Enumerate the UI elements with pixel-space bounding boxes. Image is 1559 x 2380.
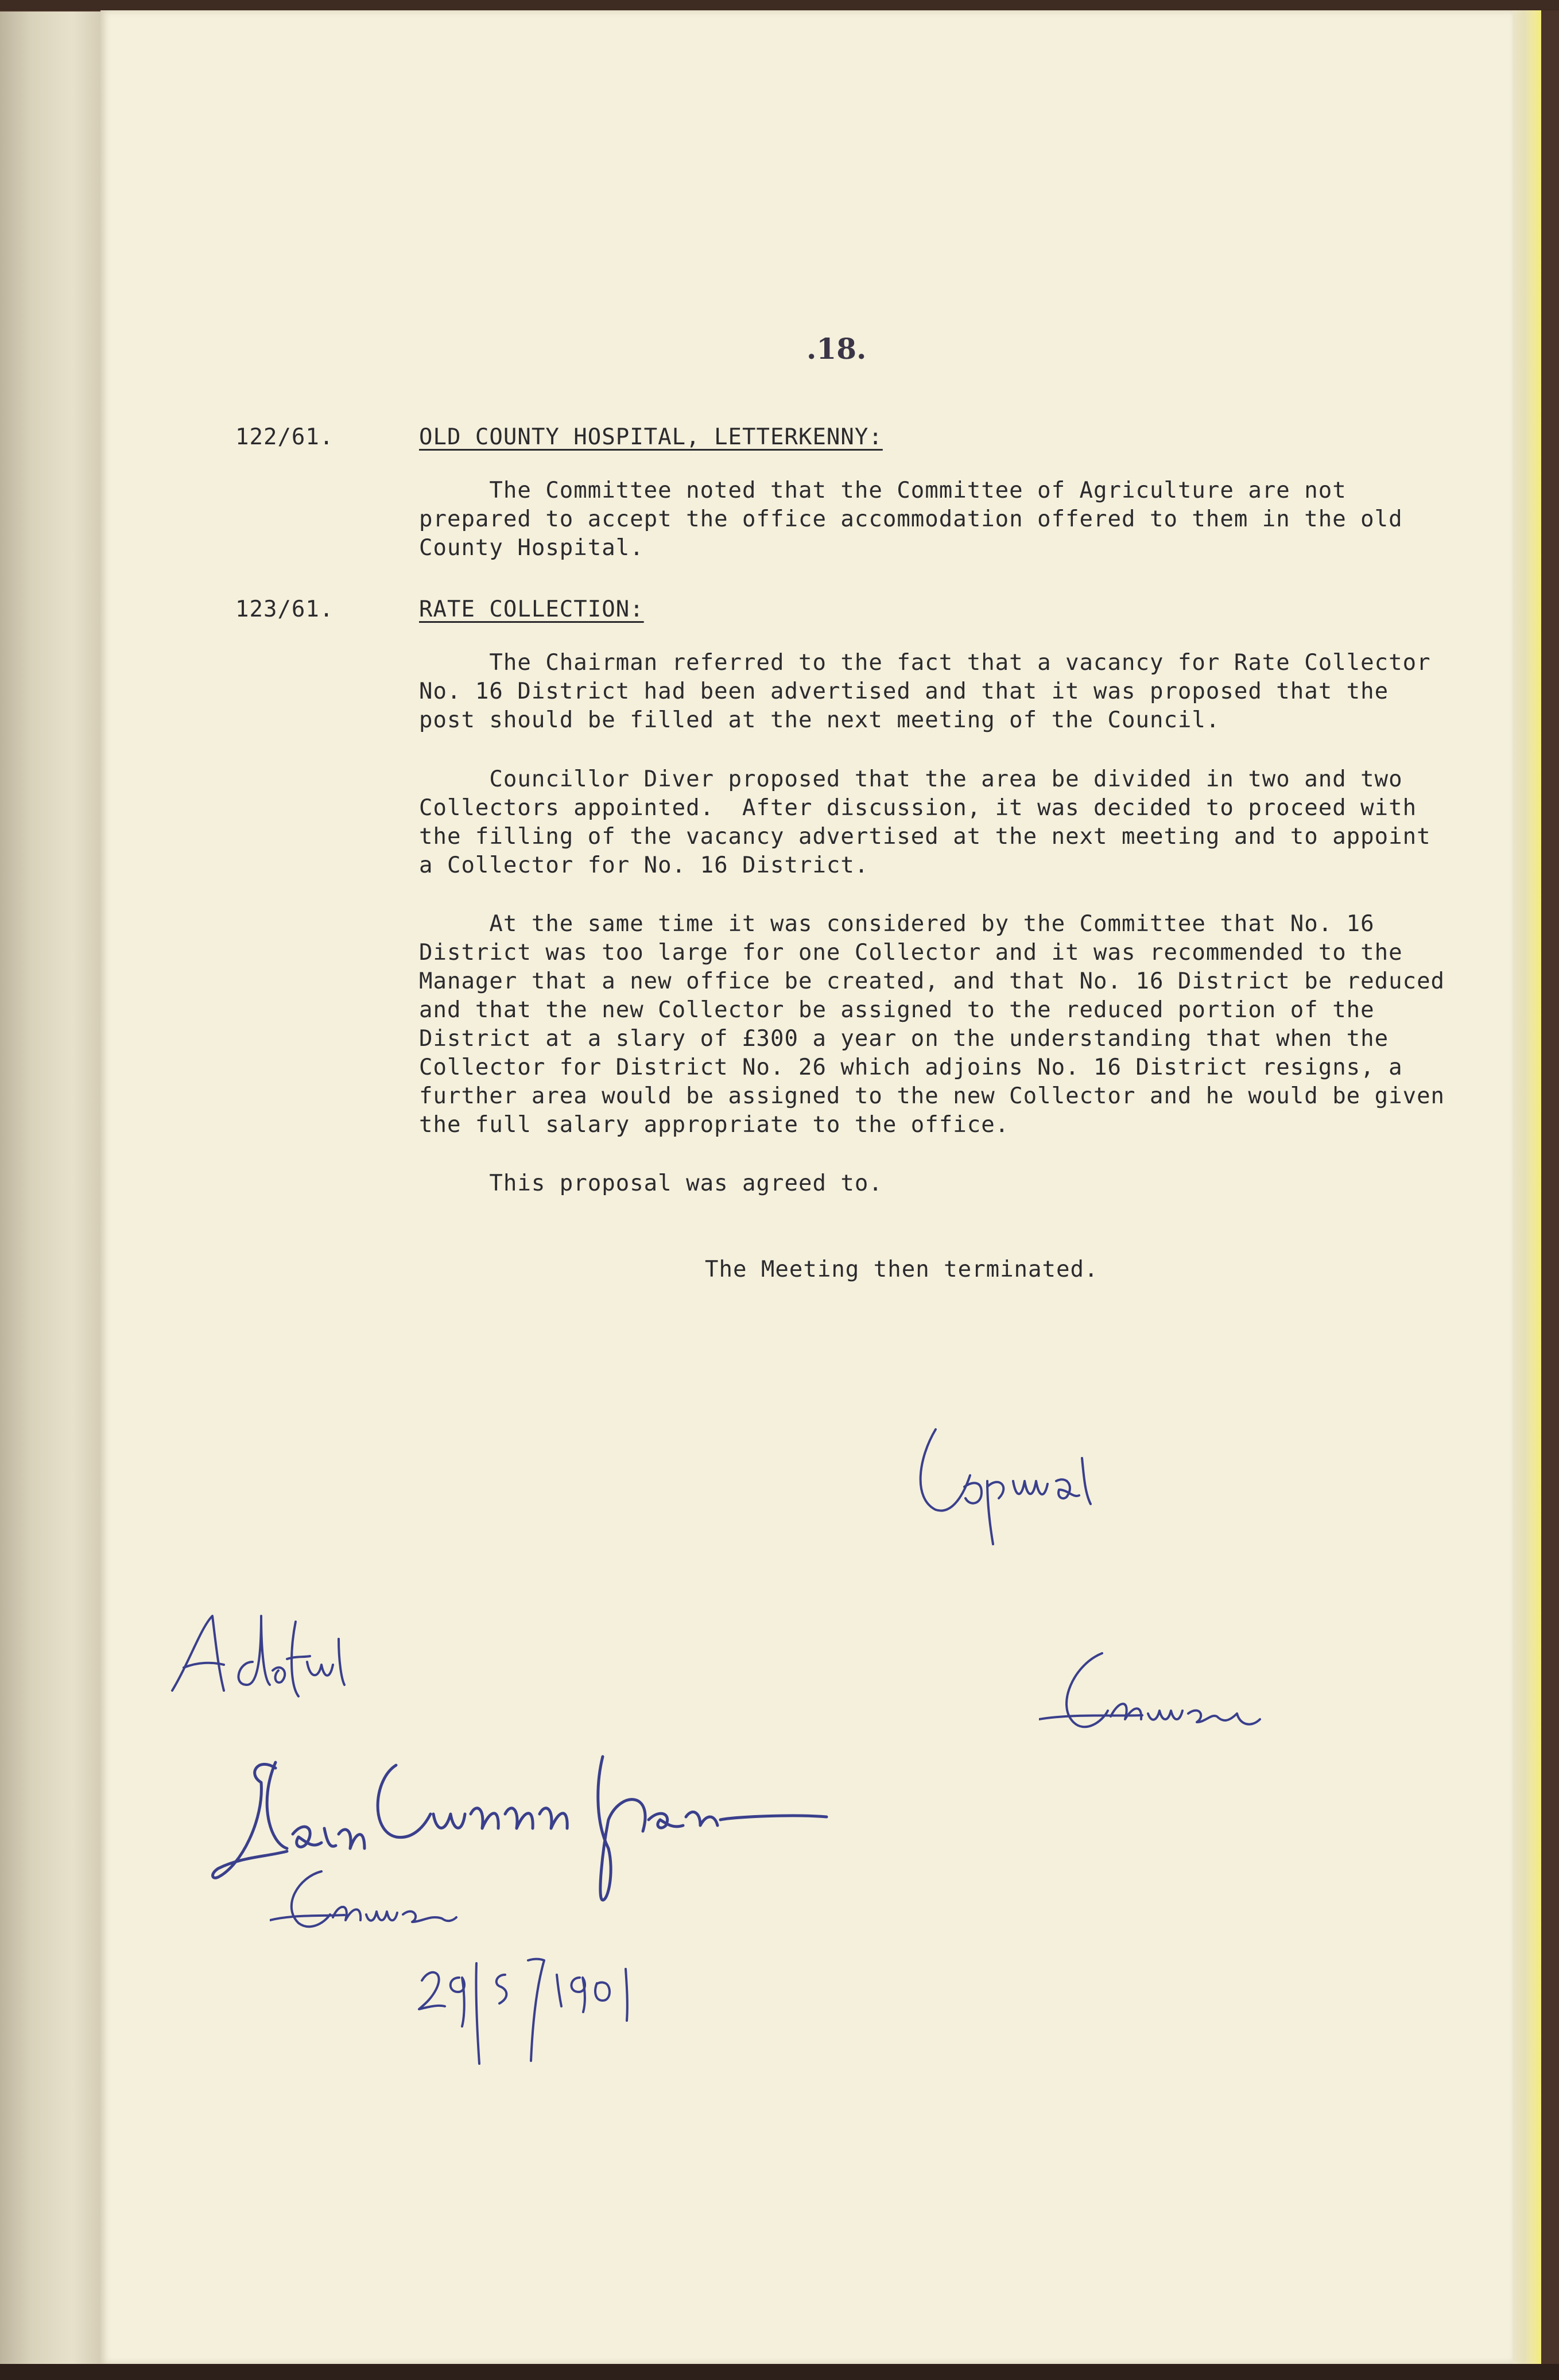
- minute-123-p1-line-2: No. 16 District had been advertised and that it was proposed that the: [419, 679, 1389, 704]
- minute-123-p3-line-6: Collector for District No. 26 which adjoins No. 16 District resigns, a: [419, 1055, 1403, 1080]
- minute-123-p3-line-2: District was too large for one Collector and it was recommended to the: [419, 940, 1403, 966]
- minute-123-p2-line-3: the filling of the vacancy advertised at the next meeting and to appoint: [419, 824, 1431, 850]
- signature-chairman-right: [1039, 1642, 1269, 1757]
- minute-123-p4-line-1: This proposal was agreed to.: [419, 1170, 883, 1196]
- page-number: .18.: [806, 332, 867, 366]
- minute-123-p3-line-5: District at a slary of £300 a year on the understanding that when the: [419, 1026, 1389, 1052]
- book-binding-left: [0, 11, 103, 2380]
- scan-bottom-border: [0, 2364, 1559, 2380]
- minute-123-p3-line-3: Manager that a new office be created, and that No. 16 District be reduced: [419, 968, 1445, 994]
- handwritten-date: [413, 1952, 643, 2072]
- minute-122-line-1: The Committee noted that the Committee of Agriculture are not: [419, 478, 1347, 503]
- minute-122-line-2: prepared to accept the office accommodation offered to them in the old: [419, 506, 1403, 532]
- minute-number-123: 123/61.: [235, 596, 334, 622]
- minute-123-p2-line-1: Councillor Diver proposed that the area be divided in two and two: [419, 766, 1403, 792]
- handwritten-chairman-left: [270, 1860, 459, 1940]
- closing-line: The Meeting then terminated.: [705, 1257, 1099, 1282]
- scan-top-border: [0, 0, 1559, 10]
- minute-123-p2-line-2: Collectors appointed. After discussion, it was decided to proceed with: [419, 795, 1417, 821]
- handwritten-adopted: [166, 1604, 350, 1702]
- minute-heading-old-county-hospital: OLD COUNTY HOSPITAL, LETTERKENNY:: [419, 424, 883, 450]
- minute-123-p3-line-4: and that the new Collector be assigned to the reduced portion of the: [419, 997, 1375, 1023]
- minute-heading-rate-collection: RATE COLLECTION:: [419, 596, 644, 622]
- page-edges-right: [1513, 10, 1541, 2364]
- minute-123-p2-line-4: a Collector for No. 16 District.: [419, 852, 869, 878]
- signature-cathaoirleach: [901, 1412, 1108, 1550]
- minute-123-p1-line-1: The Chairman referred to the fact that a vacancy for Rate Collector: [419, 650, 1431, 676]
- minute-123-p3-line-7: further area would be assigned to the new Collector and he would be given: [419, 1083, 1445, 1109]
- minute-123-p3-line-1: At the same time it was considered by the Committee that No. 16: [419, 911, 1375, 937]
- minute-123-p1-line-3: post should be filled at the next meeting of the Council.: [419, 707, 1220, 733]
- minute-122-line-3: County Hospital.: [419, 535, 644, 561]
- minute-number-122: 122/61.: [235, 424, 334, 450]
- minute-123-p3-line-8: the full salary appropriate to the office.: [419, 1112, 1010, 1138]
